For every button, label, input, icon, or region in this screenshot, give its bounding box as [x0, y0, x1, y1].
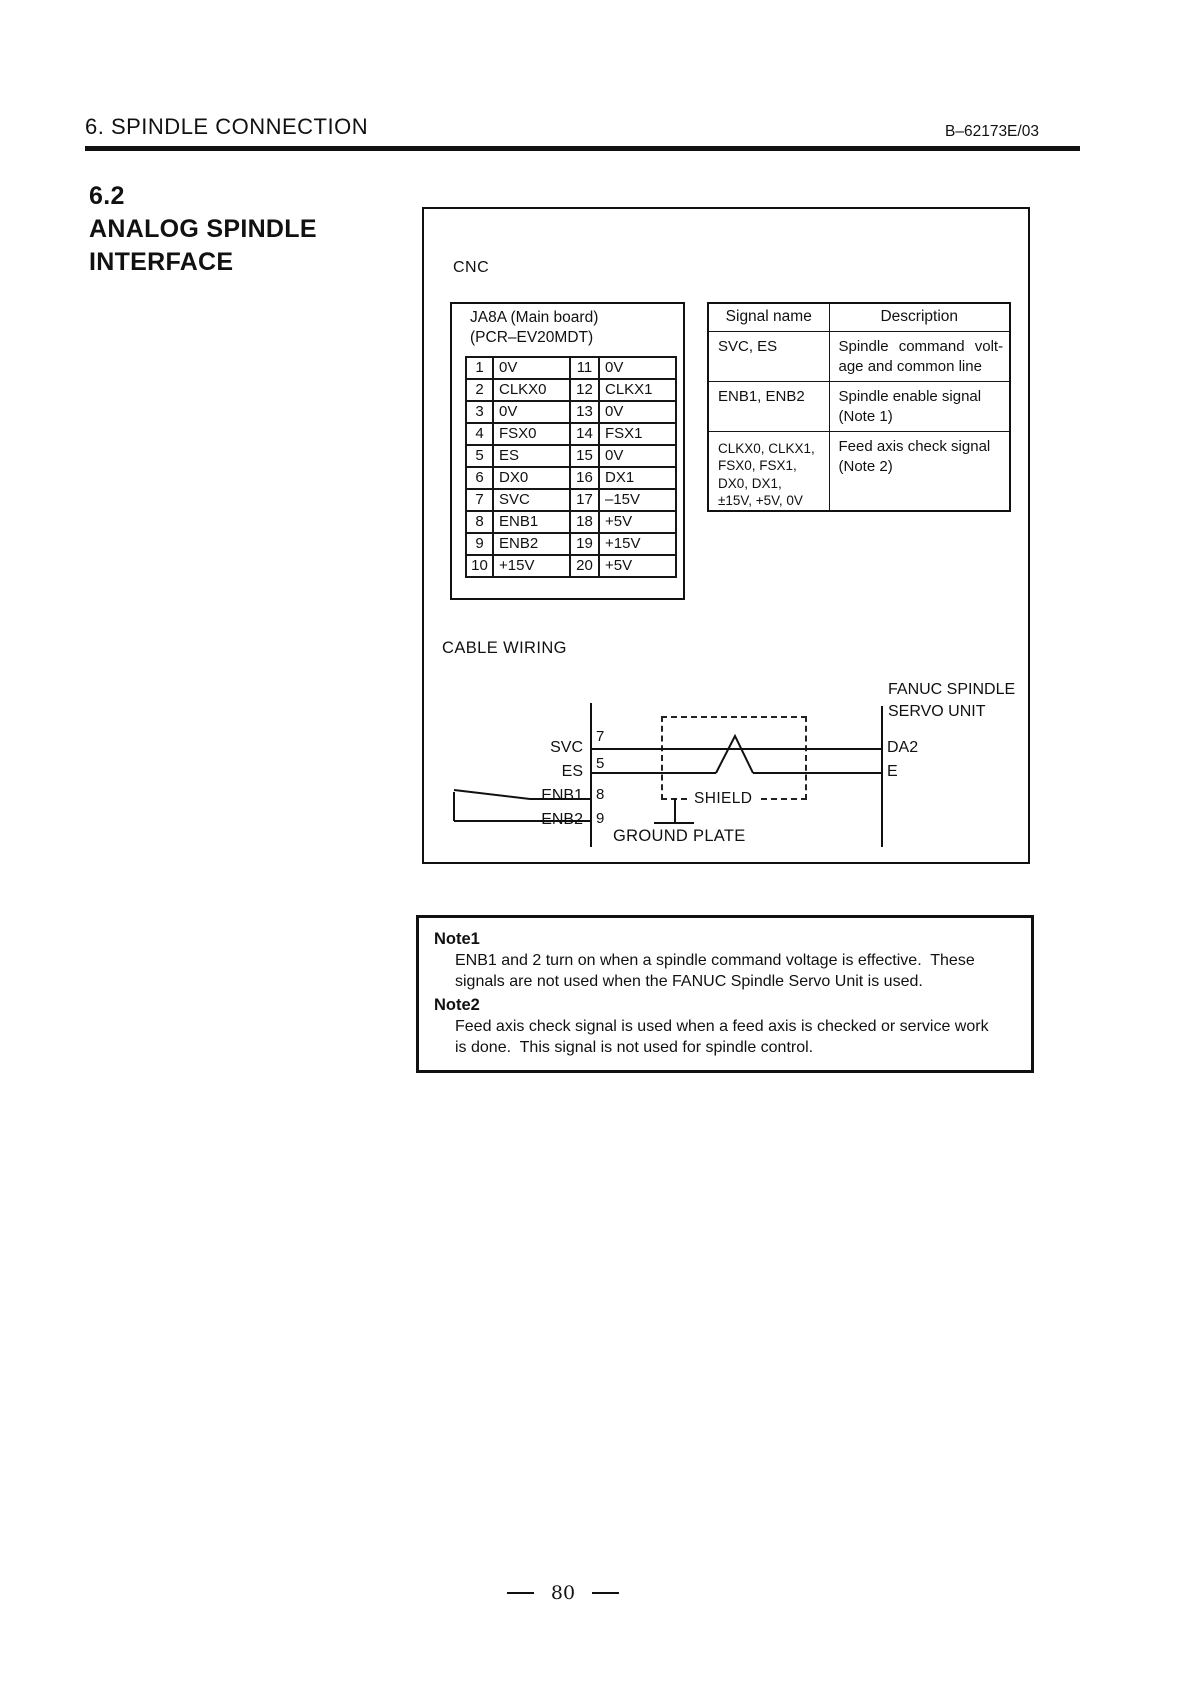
signal-name-cell: [708, 381, 829, 431]
pin-no: 2: [466, 379, 493, 401]
wire-label-enb1: ENB1: [541, 787, 583, 804]
note-title: Note2: [434, 996, 480, 1014]
es-wire-right: [753, 772, 881, 774]
pin-row: [466, 445, 676, 467]
wire-label-enb2: ENB2: [541, 811, 583, 828]
pin-name: ES: [493, 445, 570, 467]
note-title: Note1: [434, 930, 480, 948]
connector-title-line1: JA8A (Main board): [470, 309, 599, 326]
pin-row: [466, 489, 676, 511]
twist-crossover-icon: [709, 729, 759, 779]
pin-no: 15: [570, 445, 599, 467]
note-line: is done. This signal is not used for spindle control.: [455, 1039, 814, 1056]
servo-unit-label-line1: FANUC SPINDLE: [888, 681, 1016, 698]
connector-box: [450, 302, 685, 600]
pin-no: 4: [466, 423, 493, 445]
signal-description-line: (Note 1): [838, 407, 893, 425]
signal-table-row: [708, 331, 1010, 381]
footer-dash-right: [592, 1592, 619, 1594]
pin-table: [465, 356, 677, 578]
signal-table: [707, 302, 1011, 512]
signal-table-header-row: [708, 303, 1010, 331]
pin-no: 8: [466, 511, 493, 533]
pin-name: 0V: [493, 401, 570, 423]
signal-description-line: age and common line: [838, 357, 982, 375]
connector-title: [470, 308, 683, 347]
signal-name-line: DX0, DX1,: [718, 475, 782, 491]
shield-label: SHIELD: [688, 790, 758, 808]
doc-number: B–62173E/03: [945, 123, 1039, 140]
servo-unit-label-line2: SERVO UNIT: [888, 703, 986, 720]
pin-name: FSX0: [493, 423, 570, 445]
pin-row: [466, 555, 676, 577]
section-heading: [89, 180, 317, 279]
pin-no: 3: [466, 401, 493, 423]
ground-bar-icon: [654, 822, 694, 824]
pin-no: 14: [570, 423, 599, 445]
pin-name: ENB1: [493, 511, 570, 533]
pin-no: 16: [570, 467, 599, 489]
pin-name: ENB2: [493, 533, 570, 555]
footer-dash-left: [507, 1592, 534, 1594]
signal-description-cell: [829, 431, 1010, 511]
signal-description-cell: [829, 381, 1010, 431]
note-line: signals are not used when the FANUC Spindle Servo Unit is used.: [455, 973, 923, 990]
pin-no: 10: [466, 555, 493, 577]
wire-label-svc: SVC: [550, 739, 583, 756]
terminal-e: E: [887, 763, 898, 780]
signal-table-header-cell: Description: [829, 303, 1010, 331]
pin-name: 0V: [599, 357, 676, 379]
signal-description-cell: [829, 331, 1010, 381]
pin-name: +15V: [493, 555, 570, 577]
signal-table-row: [708, 431, 1010, 511]
pin-no: 1: [466, 357, 493, 379]
pin-no: 5: [466, 445, 493, 467]
ground-lead: [674, 798, 676, 824]
note-line: ENB1 and 2 turn on when a spindle command voltage is effective. These: [455, 952, 975, 969]
page-number: 80: [550, 1582, 576, 1604]
pin-no: 18: [570, 511, 599, 533]
signal-name-line: CLKX0, CLKX1,: [718, 440, 815, 456]
pin-no: 13: [570, 401, 599, 423]
pin-no: 19: [570, 533, 599, 555]
servo-connector-bar: [881, 706, 883, 847]
signal-name-line: SVC, ES: [718, 337, 778, 355]
cable-wiring-label: CABLE WIRING: [442, 639, 567, 657]
page-footer: [507, 1582, 619, 1604]
diagram-box: [422, 207, 1030, 864]
pin-number-7: 7: [596, 728, 605, 745]
pin-row: [466, 357, 676, 379]
servo-unit-label: [888, 679, 1015, 723]
pin-name: +5V: [599, 511, 676, 533]
pin-row: [466, 423, 676, 445]
ground-plate-label: GROUND PLATE: [613, 827, 746, 845]
signal-name-cell: [708, 431, 829, 511]
pin-no: 6: [466, 467, 493, 489]
section-title-line1: ANALOG SPINDLE: [89, 215, 317, 243]
wire-label-es: ES: [561, 763, 583, 780]
pin-name: CLKX1: [599, 379, 676, 401]
signal-table-header-cell: Signal name: [708, 303, 829, 331]
pin-no: 12: [570, 379, 599, 401]
pin-name: –15V: [599, 489, 676, 511]
pin-name: DX0: [493, 467, 570, 489]
signal-name-line: FSX0, FSX1,: [718, 458, 797, 473]
pin-name: +5V: [599, 555, 676, 577]
pin-row: [466, 401, 676, 423]
pin-name: 0V: [599, 445, 676, 467]
pin-no: 11: [570, 357, 599, 379]
signal-description-line: (Note 2): [838, 457, 893, 475]
signal-description-line: Spindle enable signal: [838, 387, 982, 405]
signal-name-line: ENB1, ENB2: [718, 387, 805, 405]
pin-no: 20: [570, 555, 599, 577]
pin-name: FSX1: [599, 423, 676, 445]
note-line: Feed axis check signal is used when a feed axis is checked or service work: [455, 1018, 989, 1035]
cnc-label: CNC: [453, 259, 490, 276]
terminal-da2: DA2: [887, 739, 919, 756]
pin-no: 9: [466, 533, 493, 555]
pin-row: [466, 379, 676, 401]
signal-description-line: Spindle command volt-: [838, 337, 1004, 355]
pin-name: 0V: [493, 357, 570, 379]
pin-name: DX1: [599, 467, 676, 489]
section-title-line2: INTERFACE: [89, 248, 234, 276]
page-header-title: 6. SPINDLE CONNECTION: [85, 114, 369, 139]
pin-no: 7: [466, 489, 493, 511]
pin-name: SVC: [493, 489, 570, 511]
pin-row: [466, 467, 676, 489]
section-number: 6.2: [89, 182, 125, 210]
pin-name: +15V: [599, 533, 676, 555]
pin-name: 0V: [599, 401, 676, 423]
pin-row: [466, 511, 676, 533]
pin-number-9: 9: [596, 810, 605, 827]
signal-name-cell: [708, 331, 829, 381]
header-rule: [85, 146, 1080, 151]
pin-no: 17: [570, 489, 599, 511]
es-wire-left: [590, 772, 716, 774]
signal-table-row: [708, 381, 1010, 431]
signal-description-line: Feed axis check signal: [838, 437, 991, 455]
pin-number-8: 8: [596, 786, 605, 803]
pin-name: CLKX0: [493, 379, 570, 401]
signal-name-line: ±15V, +5V, 0V: [718, 493, 803, 508]
pin-number-5: 5: [596, 755, 605, 772]
note-box: [416, 915, 1034, 1073]
connector-title-line2: (PCR–EV20MDT): [470, 328, 594, 346]
pin-row: [466, 533, 676, 555]
